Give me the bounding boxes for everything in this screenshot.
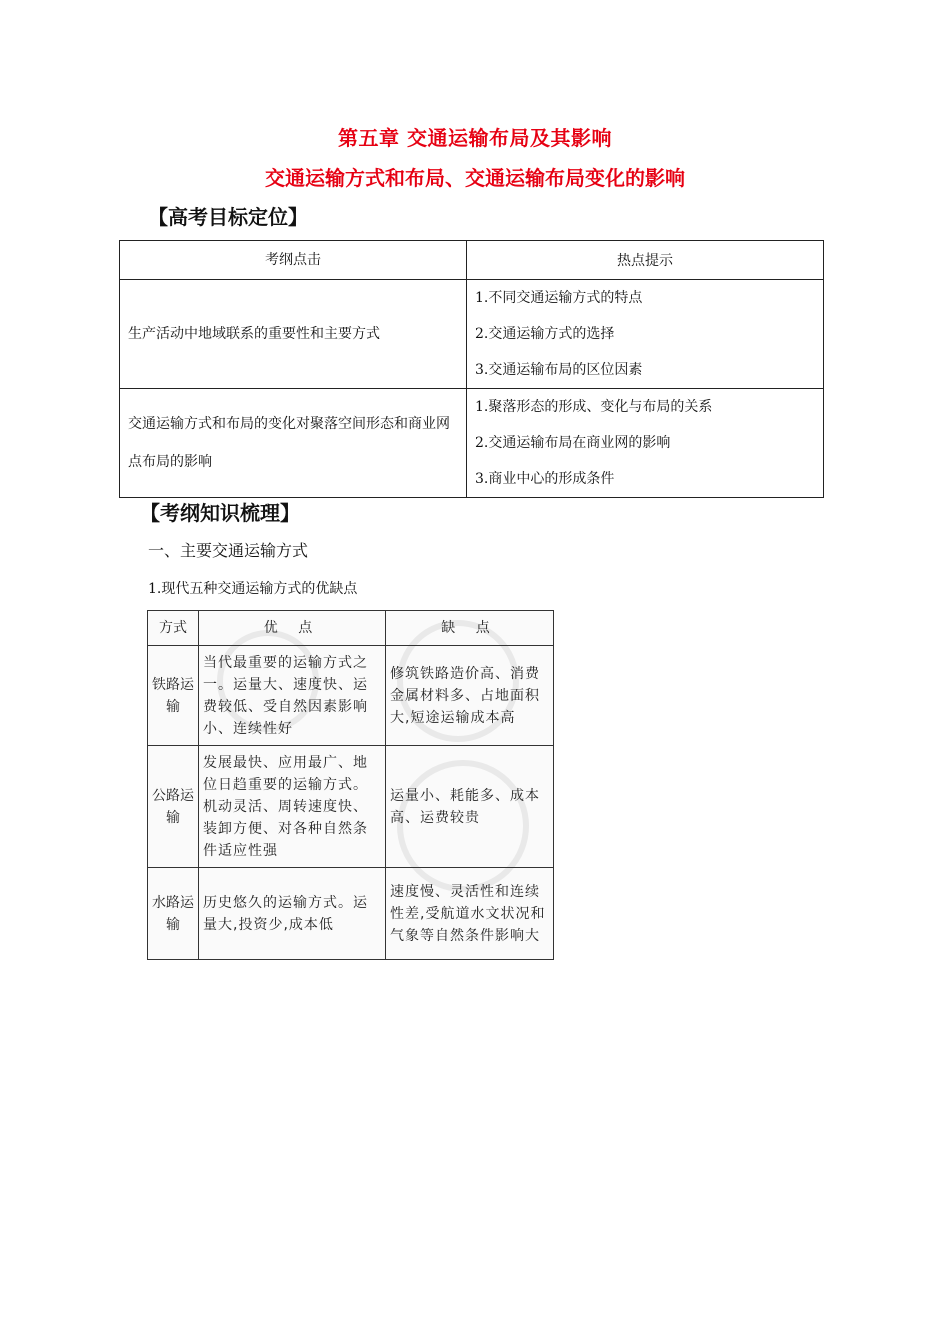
table-row	[120, 389, 824, 498]
subsection-heading: 1.现代五种交通运输方式的优缺点	[148, 581, 358, 597]
goal-heading: 【高考目标定位】	[148, 205, 308, 229]
modes-header-pros: 优 点	[199, 611, 386, 646]
mode-name: 铁路运输	[148, 646, 199, 746]
mode-cons: 修筑铁路造价高、消费金属材料多、占地面积大,短途运输成本高	[386, 646, 554, 746]
mode-pros: 发展最快、应用最广、地位日趋重要的运输方式。机动灵活、周转速度快、装卸方便、对各种自然条件适应性强	[199, 746, 386, 868]
hotspot-item: 1.聚落形态的形成、变化与布局的关系	[475, 399, 713, 415]
table-row	[148, 746, 554, 868]
section-heading: 一、主要交通运输方式	[148, 541, 309, 560]
mode-pros: 当代最重要的运输方式之一。运量大、速度快、运费较低、受自然因素影响小、连续性好	[199, 646, 386, 746]
table-row	[148, 646, 554, 746]
goal-table	[119, 240, 824, 498]
modes-header-mode: 方式	[148, 611, 199, 646]
goal-table-header-col1: 考纲点击	[120, 241, 467, 280]
transport-modes-image	[147, 610, 554, 960]
transport-modes-table	[147, 610, 554, 960]
hotspot-item: 3.交通运输布局的区位因素	[475, 362, 643, 378]
modes-header-cons: 缺 点	[386, 611, 554, 646]
table-row	[148, 868, 554, 960]
table-row	[120, 280, 824, 389]
hotspot-item: 2.交通运输方式的选择	[475, 326, 615, 342]
hotspot-item: 2.交通运输布局在商业网的影响	[475, 435, 671, 451]
mode-cons: 运量小、耗能多、成本高、运费较贵	[386, 746, 554, 868]
goal-row-hotspots	[467, 280, 824, 389]
hotspot-item: 1.不同交通运输方式的特点	[475, 290, 643, 306]
lesson-title: 交通运输方式和布局、交通运输布局变化的影响	[265, 166, 685, 190]
goal-row-syllabus: 生产活动中地域联系的重要性和主要方式	[120, 280, 467, 389]
mode-cons: 速度慢、灵活性和连续性差,受航道水文状况和气象等自然条件影响大	[386, 868, 554, 960]
review-heading: 【考纲知识梳理】	[140, 501, 300, 525]
goal-table-header-col2: 热点提示	[467, 241, 824, 280]
mode-name: 水路运输	[148, 868, 199, 960]
goal-row-hotspots	[467, 389, 824, 498]
goal-row-syllabus: 交通运输方式和布局的变化对聚落空间形态和商业网点布局的影响	[120, 389, 467, 498]
chapter-title: 第五章 交通运输布局及其影响	[338, 126, 612, 150]
mode-name: 公路运输	[148, 746, 199, 868]
hotspot-item: 3.商业中心的形成条件	[475, 471, 615, 487]
mode-pros: 历史悠久的运输方式。运量大,投资少,成本低	[199, 868, 386, 960]
